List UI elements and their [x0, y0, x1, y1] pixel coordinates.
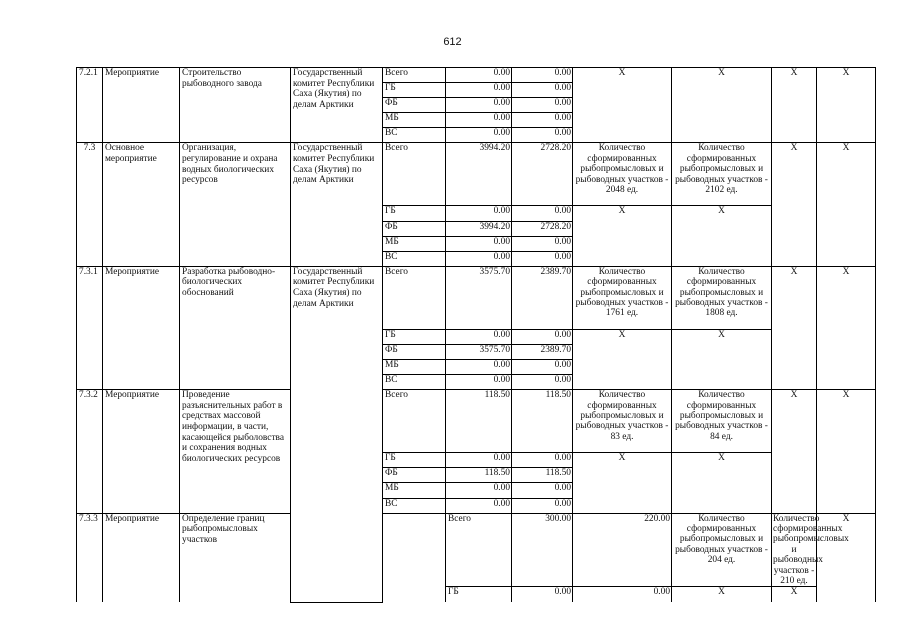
funding-source: ВС [383, 251, 446, 266]
indicator-cell: Количество сформированных рыбопромысловых и рыбоводных участков - 1808 ед. [672, 266, 772, 329]
amount-cell: 0.00 [446, 98, 512, 113]
amount-cell: 3575.70 [446, 344, 512, 359]
funding-source: ВС [383, 498, 446, 513]
x-mark: X [817, 68, 876, 143]
funding-source: ГБ [383, 206, 446, 221]
item-code: 7.3.1 [77, 266, 103, 389]
amount-cell: 3575.70 [446, 266, 512, 329]
funding-source: ГБ [383, 453, 446, 468]
amount-cell: 0.00 [512, 587, 573, 602]
amount-cell: 0.00 [512, 360, 573, 375]
item-executor: Государственный комитет Республики Саха (Якутия) по делам Арктики [291, 68, 383, 143]
x-mark: X [772, 587, 817, 602]
amount-cell: 2728.20 [512, 221, 573, 236]
amount-cell: 0.00 [512, 113, 573, 128]
amount-cell: 300.00 [512, 513, 573, 587]
indicator-cell: Количество сформированных рыбопромысловых и рыбоводных участков - 1761 ед. [573, 266, 672, 329]
x-mark: X [817, 513, 876, 602]
funding-source: ГБ [383, 329, 446, 344]
amount-cell: 0.00 [446, 236, 512, 251]
funding-source: МБ [383, 360, 446, 375]
amount-cell: 0.00 [512, 83, 573, 98]
x-mark: X [573, 453, 672, 513]
indicator-cell: Количество сформированных рыбопромысловых и рыбоводных участков - 2048 ед. [573, 143, 672, 206]
item-type: Основное мероприятие [103, 143, 180, 266]
item-name: Определение границ рыбопромысловых участков [180, 513, 291, 602]
x-mark: X [772, 390, 817, 513]
funding-source: Всего [383, 143, 446, 206]
amount-cell: 0.00 [512, 128, 573, 143]
table-row [77, 513, 876, 587]
item-type: Мероприятие [103, 266, 180, 389]
item-name: Проведение разъяснительных работ в средствах массовой информации, в части, касающейся рыболовства и сохранения водных биологических ресурсов [180, 390, 291, 513]
amount-cell: 0.00 [446, 251, 512, 266]
amount-cell: 0.00 [512, 98, 573, 113]
amount-cell: 2389.70 [512, 266, 573, 329]
x-mark: X [817, 266, 876, 389]
amount-cell: 0.00 [446, 453, 512, 468]
funding-source: ФБ [383, 98, 446, 113]
amount-cell: 0.00 [446, 329, 512, 344]
funding-source: ФБ [383, 468, 446, 483]
amount-cell: 0.00 [573, 587, 672, 602]
item-code: 7.3.3 [77, 513, 103, 602]
funding-source: МБ [383, 113, 446, 128]
indicator-cell: Количество сформированных рыбопромысловых и рыбоводных участков - 2102 ед. [672, 143, 772, 206]
x-mark: X [817, 143, 876, 266]
amount-cell: 3994.20 [446, 221, 512, 236]
amount-cell: 118.50 [512, 390, 573, 453]
item-type: Мероприятие [103, 390, 180, 513]
funding-source: ГБ [383, 83, 446, 98]
funding-source: Всего [383, 266, 446, 329]
item-name: Организация, регулирование и охрана водных биологических ресурсов [180, 143, 291, 266]
funding-source: ВС [383, 128, 446, 143]
x-mark: X [573, 68, 672, 143]
item-code: 7.3 [77, 143, 103, 266]
amount-cell: 0.00 [512, 251, 573, 266]
item-executor: Государственный комитет Республики Саха (Якутия) по делам Арктики [291, 266, 383, 602]
x-mark: X [772, 143, 817, 266]
x-mark: X [672, 453, 772, 513]
item-name: Разработка рыбоводно-биологических обоснований [180, 266, 291, 389]
funding-source: Всего [383, 68, 446, 83]
amount-cell: 0.00 [446, 128, 512, 143]
x-mark: X [672, 329, 772, 389]
amount-cell: 0.00 [446, 113, 512, 128]
item-executor [383, 513, 446, 602]
amount-cell: 2389.70 [512, 344, 573, 359]
amount-cell: 3994.20 [446, 143, 512, 206]
amount-cell: 0.00 [512, 375, 573, 390]
item-name: Строительство рыбоводного завода [180, 68, 291, 143]
indicator-cell: Количество сформированных рыбопромысловых и рыбоводных участков - 83 ед. [573, 390, 672, 453]
item-type: Мероприятие [103, 68, 180, 143]
indicator-cell: Количество сформированных рыбопромысловых и рыбоводных участков - 84 ед. [672, 390, 772, 453]
amount-cell: 2728.20 [512, 143, 573, 206]
amount-cell: 0.00 [512, 68, 573, 83]
item-type: Мероприятие [103, 513, 180, 602]
amount-cell: 0.00 [446, 83, 512, 98]
amount-cell: 0.00 [512, 329, 573, 344]
item-executor: Государственный комитет Республики Саха (Якутия) по делам Арктики [291, 143, 383, 266]
x-mark: X [672, 68, 772, 143]
amount-cell: 0.00 [512, 236, 573, 251]
amount-cell: 0.00 [446, 360, 512, 375]
funding-source: МБ [383, 236, 446, 251]
amount-cell: 0.00 [446, 375, 512, 390]
item-code: 7.2.1 [77, 68, 103, 143]
amount-cell: 0.00 [446, 498, 512, 513]
program-activities-table [76, 67, 876, 603]
table-row [77, 143, 876, 206]
x-mark: X [772, 68, 817, 143]
amount-cell: 220.00 [573, 513, 672, 587]
amount-cell: 0.00 [512, 206, 573, 221]
table-row [77, 68, 876, 83]
indicator-cell: Количество сформированных рыбопромысловых и рыбоводных участков - 210 ед. [773, 513, 849, 587]
item-code: 7.3.2 [77, 390, 103, 513]
amount-cell: 118.50 [446, 390, 512, 453]
funding-source: ГБ [446, 587, 512, 602]
table-row [77, 266, 876, 329]
funding-source: Всего [446, 513, 512, 587]
amount-cell: 0.00 [446, 68, 512, 83]
funding-source: ФБ [383, 344, 446, 359]
amount-cell: 0.00 [446, 206, 512, 221]
amount-cell: 118.50 [512, 468, 573, 483]
funding-source: ФБ [383, 221, 446, 236]
funding-source: Всего [383, 390, 446, 453]
amount-cell: 0.00 [446, 483, 512, 498]
x-mark: X [573, 329, 672, 389]
x-mark: X [772, 266, 817, 389]
page-number: 612 [443, 36, 462, 48]
x-mark: X [573, 206, 672, 266]
amount-cell: 0.00 [512, 453, 573, 468]
indicator-cell: Количество сформированных рыбопромысловых и рыбоводных участков - 204 ед. [672, 513, 772, 587]
amount-cell: 0.00 [512, 483, 573, 498]
table-row [77, 390, 876, 453]
x-mark: X [672, 587, 772, 602]
amount-cell: 0.00 [512, 498, 573, 513]
funding-source: ВС [383, 375, 446, 390]
funding-source: МБ [383, 483, 446, 498]
x-mark: X [817, 390, 876, 513]
amount-cell: 118.50 [446, 468, 512, 483]
x-mark: X [672, 206, 772, 266]
